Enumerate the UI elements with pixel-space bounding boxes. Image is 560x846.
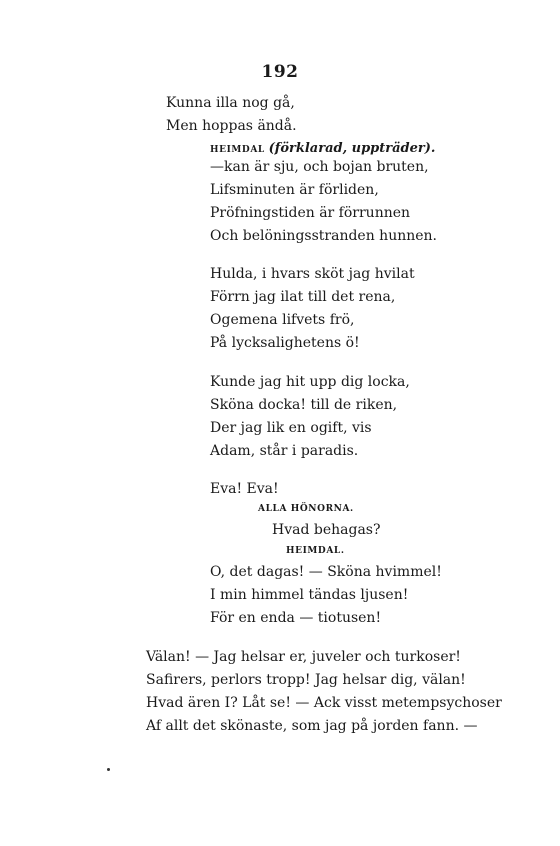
verse-line: Der jag lik en ogift, vis xyxy=(210,420,372,436)
verse-line: I min himmel tändas ljusen! xyxy=(210,587,409,603)
stage-direction: (förklarad, uppträder). xyxy=(268,141,436,156)
verse-line: Hvad ären I? Låt se! — Ack visst metempsychoser xyxy=(146,695,502,711)
verse-line: Hulda, i hvars sköt jag hvilat xyxy=(210,266,415,282)
page-number: 192 xyxy=(261,62,299,82)
verse-line: Lifsminuten är förliden, xyxy=(210,182,379,198)
speaker-heading: HEIMDAL. xyxy=(286,546,345,556)
verse-line: Men hoppas ändå. xyxy=(166,118,297,134)
verse-line: Och belöningsstranden hunnen. xyxy=(210,228,437,244)
speaker-heading xyxy=(210,141,435,156)
verse-line: Sköna docka! till de riken, xyxy=(210,397,398,413)
verse-line: Pröfningstiden är förrunnen xyxy=(210,205,411,221)
speaker-name: HEIMDAL xyxy=(210,145,265,155)
verse-line: Ogemena lifvets frö, xyxy=(210,312,355,328)
verse-line: Hvad behagas? xyxy=(272,522,381,538)
verse-line: Adam, står i paradis. xyxy=(210,443,359,459)
verse-line: Välan! — Jag helsar er, juveler och turkoser! xyxy=(146,649,461,665)
verse-line: Eva! Eva! xyxy=(210,481,279,497)
verse-line: Förrn jag ilat till det rena, xyxy=(210,289,396,305)
verse-line: Kunde jag hit upp dig locka, xyxy=(210,374,410,390)
verse-line: För en enda — tiotusen! xyxy=(210,610,382,626)
verse-line: På lycksalighetens ö! xyxy=(210,335,360,351)
speaker-heading: ALLA HÖNORNA. xyxy=(258,504,354,514)
verse-line: Safirers, perlors tropp! Jag helsar dig, välan! xyxy=(146,672,466,688)
ink-speck xyxy=(107,768,110,771)
verse-line: O, det dagas! — Sköna hvimmel! xyxy=(210,564,442,580)
verse-line: Kunna illa nog gå, xyxy=(166,95,295,111)
verse-line: —kan är sju, och bojan bruten, xyxy=(210,159,429,175)
verse-line: Af allt det skönaste, som jag på jorden fann. — xyxy=(146,718,478,734)
